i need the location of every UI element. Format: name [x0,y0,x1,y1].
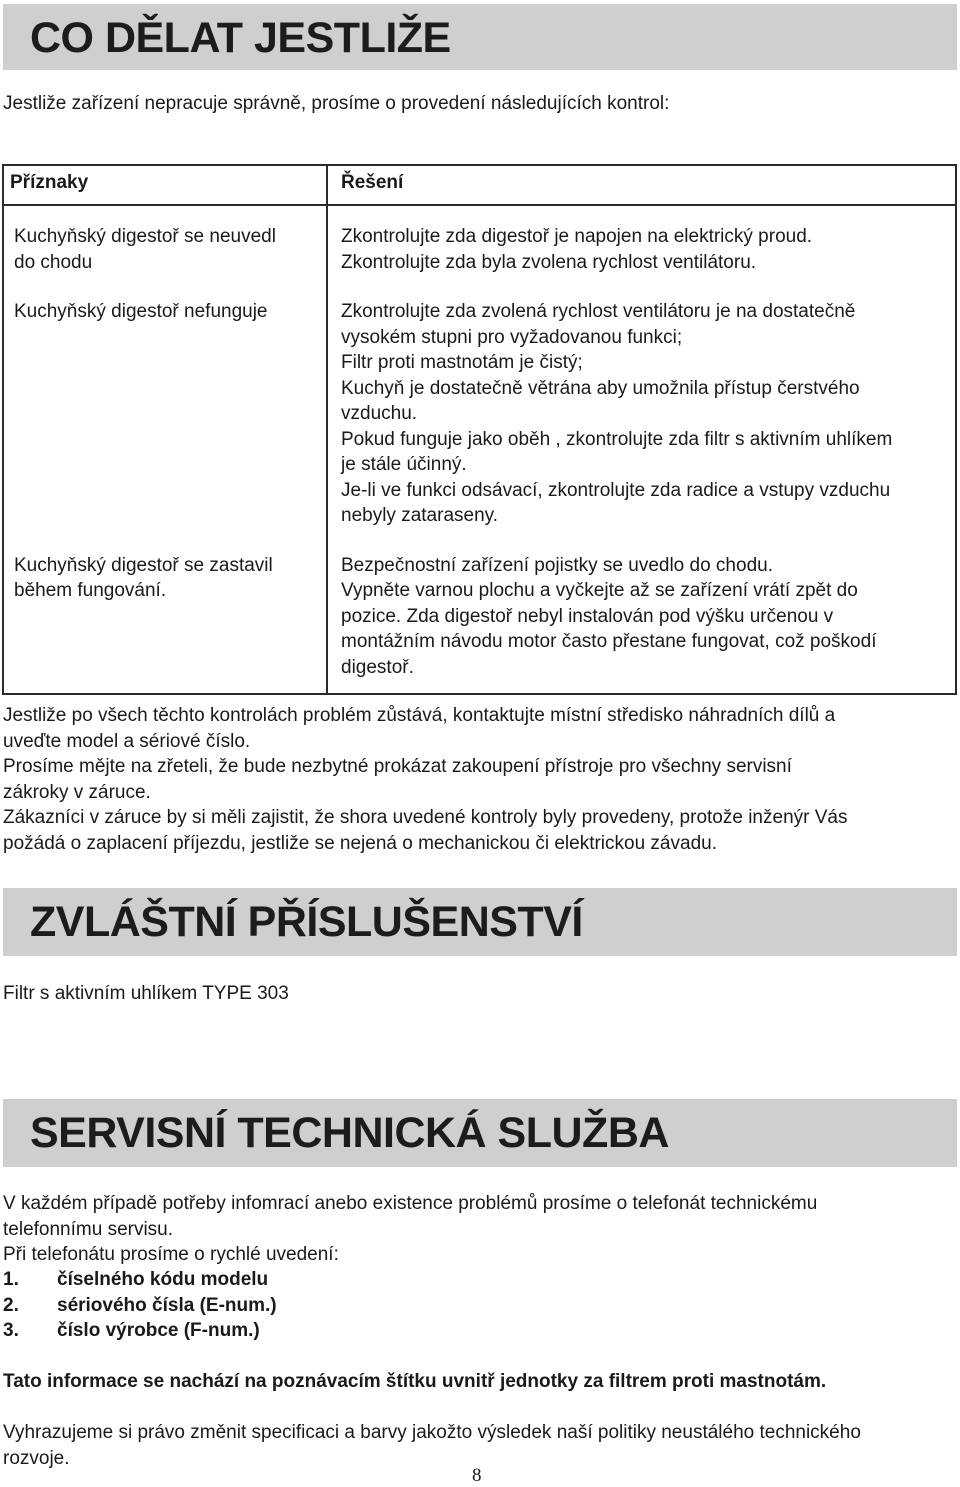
text-line: vzduchu. [341,403,418,424]
text-line: digestoř. [341,656,414,678]
list-number: 2. [3,1294,19,1316]
list-item [3,1318,277,1344]
section-title: SERVISNÍ TECHNICKÁ SLUŽBA [30,1109,669,1157]
troubleshooting-table [2,164,957,695]
solution-cell [327,205,956,275]
table-row [3,275,956,529]
rating-plate-note: Tato informace se nachází na poznávacím štítku uvnitř jednotky za filtrem proti mastnotám. [3,1371,827,1392]
column-header-symptoms: Příznaky [3,165,327,205]
text-line: je stále účinný. [341,454,467,475]
text-line: nebyly zataraseny. [341,505,499,526]
list-number: 1. [3,1269,19,1290]
text-line: Prosíme mějte na zřeteli, že bude nezbytné prokázat zakoupení přístroje pro všechny servisní [3,756,792,777]
list-text: číslo výrobce (F-num.) [57,1320,260,1341]
list-text: sériového čísla (E-num.) [57,1294,277,1316]
disclaimer [3,1420,955,1471]
solution-cell [327,529,956,695]
symptom-cell [3,529,327,695]
text-line: telefonnímu servisu. [3,1218,174,1240]
section-header-troubleshooting [3,4,957,70]
list-number: 3. [3,1320,19,1341]
text-line: požádá o zaplacení příjezdu, jestliže se nejená o mechanickou či elektrickou závadu. [3,832,717,854]
text-line: Filtr proti mastnotám je čistý; [341,352,583,373]
service-info-list [3,1267,277,1344]
text-line: Vypněte varnou plochu a vyčkejte až se zařízení vrátí zpět do [341,580,858,601]
text-line: Kuchyň je dostatečně větrána aby umožnila přístup čerstvého [341,377,860,399]
text-line: Jestliže po všech těchto kontrolách problém zůstává, kontaktujte místní středisko náhradních dílů a [3,705,836,726]
table-row [3,205,956,275]
text-line: zákroky v záruce. [3,781,151,803]
text-line: do chodu [14,251,93,273]
text-line: Zkontrolujte zda zvolená rychlost ventilátoru je na dostatečně [341,301,856,322]
symptom-cell [3,275,327,529]
text-line: Vyhrazujeme si právo změnit specificaci a barvy jakožto výsledek naší politiky neustálého technického [3,1422,861,1443]
accessory-text: Filtr s aktivním uhlíkem TYPE 303 [3,983,289,1004]
text-line: Při telefonátu prosíme o rychlé uvedení: [3,1244,339,1265]
text-line: Zkontrolujte zda digestoř je napojen na elektrický proud. [341,226,813,247]
column-header-solutions: Řešení [327,165,956,205]
text-line: Pokud funguje jako oběh , zkontrolujte zda filtr s aktivním uhlíkem [341,428,893,450]
text-line: Zkontrolujte zda byla zvolena rychlost ventilátoru. [341,251,757,273]
text-line: Kuchyňský digestoř nefunguje [14,301,268,322]
section-header-accessories [3,888,957,956]
section-title: ZVLÁŠTNÍ PŘÍSLUŠENSTVÍ [30,898,583,946]
text-line: Kuchyňský digestoř se neuvedl [14,226,276,247]
page-number: 8 [472,1465,482,1486]
text-line: Zákazníci v záruce by si měli zajistit, že shora uvedené kontroly byly provedeny, protože inženýr Vás [3,807,848,828]
table-row [3,529,956,695]
text-line: montážním návodu motor často přestane fungovat, což poškodí [341,631,877,652]
text-line: uveďte model a sériové číslo. [3,730,251,752]
text-line: Kuchyňský digestoř se zastavil [14,554,273,576]
text-line: V každém případě potřeby infomrací anebo existence problémů prosíme o telefonát technickému [3,1193,818,1214]
section-title: CO DĚLAT JESTLIŽE [30,14,451,62]
text-line: pozice. Zda digestoř nebyl instalován pod výšku určenou v [341,605,834,627]
troubleshooting-intro: Jestliže zařízení nepracuje správně, prosíme o provedení následujících kontrol: [3,93,670,114]
text-line: během fungování. [14,580,167,601]
text-line: Je-li ve funkci odsávací, zkontrolujte zda radice a vstupy vzduchu [341,479,891,501]
text-line: Bezpečnostní zařízení pojistky se uvedlo do chodu. [341,554,773,576]
service-intro [3,1191,955,1268]
solution-cell [327,275,956,529]
troubleshooting-followup [3,703,955,856]
list-text: číselného kódu modelu [57,1269,269,1290]
section-header-service [3,1099,957,1167]
symptom-cell [3,205,327,275]
text-line: vysokém stupni pro vyžadovanou funkci; [341,326,683,348]
list-item [3,1267,277,1293]
text-line: rozvoje. [3,1447,70,1469]
list-item [3,1293,277,1319]
